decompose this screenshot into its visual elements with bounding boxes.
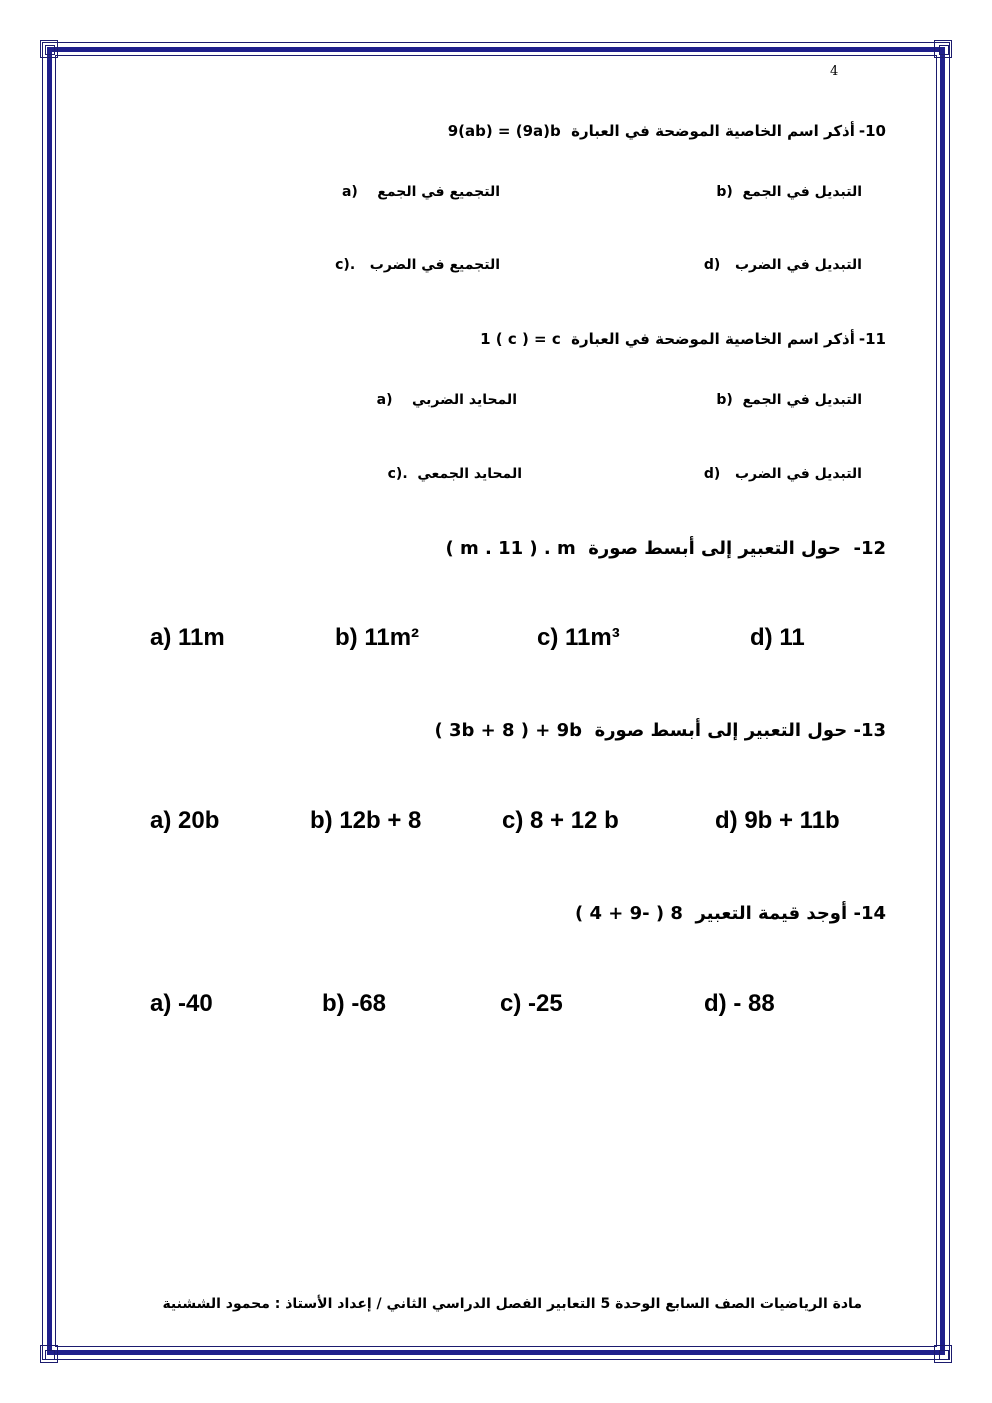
question-expression: ( 4 + 9- ) 8 (574, 903, 683, 924)
option-c (388, 466, 522, 482)
option-text: التجميع في الضرب (369, 257, 500, 273)
question-text: حول التعبير إلى أبسط صورة (594, 720, 848, 741)
question-13 (434, 720, 886, 741)
border-corner-ornament (40, 40, 58, 58)
question-12 (445, 538, 886, 559)
option-text: المحايد الجمعي (417, 466, 522, 482)
question-10 (448, 122, 886, 140)
option-text: التبديل في الجمع (742, 184, 862, 200)
question-text: حول التعبير إلى أبسط صورة (588, 538, 841, 559)
option-letter: d) (703, 466, 721, 482)
option-letter: b) (716, 392, 733, 408)
option-b (716, 184, 862, 200)
question-text: أذكر اسم الخاصية الموضحة في العبارة (571, 122, 855, 140)
question-14 (575, 903, 886, 924)
border-corner-ornament (40, 1345, 58, 1363)
option-a (377, 392, 517, 408)
option-d (704, 466, 862, 482)
answer-b: b) -68 (322, 990, 387, 1017)
option-letter: a) (341, 184, 358, 200)
option-text: التبديل في الضرب (734, 466, 862, 482)
border-corner-ornament (934, 1345, 952, 1363)
question-text: أذكر اسم الخاصية الموضحة في العبارة (571, 330, 855, 348)
answer-c: c) -25 (500, 990, 563, 1017)
page-number: 4 (830, 64, 839, 79)
option-letter: c). (387, 466, 408, 482)
option-d (704, 257, 862, 273)
answer-d: d) 11 (750, 624, 805, 651)
answer-b: b) 11m² (335, 624, 420, 651)
option-c (335, 257, 500, 273)
option-letter: d) (703, 257, 721, 273)
question-text: أوجد قيمة التعبير (695, 903, 848, 924)
question-expression: 1 ( c ) = c (480, 330, 561, 348)
border-corner-ornament (934, 40, 952, 58)
answer-c: c) 8 + 12 b (502, 807, 619, 834)
answer-d: d) - 88 (704, 990, 775, 1017)
answer-a: a) -40 (150, 990, 213, 1017)
option-b (716, 392, 862, 408)
option-letter: b) (716, 184, 733, 200)
option-a (342, 184, 500, 200)
question-number: 11- (858, 330, 886, 348)
page-border-inner (55, 55, 937, 1347)
answer-a: a) 20b (150, 807, 220, 834)
question-number: 10- (858, 122, 886, 140)
option-text: التجميع في الجمع (377, 184, 500, 200)
question-number: 12- (853, 538, 886, 559)
question-number: 13- (853, 720, 886, 741)
question-expression: ( 3b + 8 ) + 9b (434, 720, 583, 741)
option-letter: c). (335, 257, 356, 273)
answer-c: c) 11m³ (537, 624, 620, 651)
option-text: المحايد الضربي (412, 392, 517, 408)
question-11 (480, 330, 886, 348)
question-expression: ( m . 11 ) . m (445, 538, 576, 559)
answer-d: d) 9b + 11b (715, 807, 840, 834)
question-expression: 9(ab) = (9a)b (447, 122, 561, 140)
option-text: التبديل في الجمع (742, 392, 862, 408)
option-letter: a) (376, 392, 393, 408)
option-text: التبديل في الضرب (734, 257, 862, 273)
answer-b: b) 12b + 8 (310, 807, 422, 834)
page-footer: مادة الرياضيات الصف السابع الوحدة 5 التعابير الفصل الدراسي الثاني / إعداد الأستاذ : محمود الششنية (162, 1296, 862, 1312)
question-number: 14- (853, 903, 886, 924)
answer-a: a) 11m (150, 624, 225, 651)
